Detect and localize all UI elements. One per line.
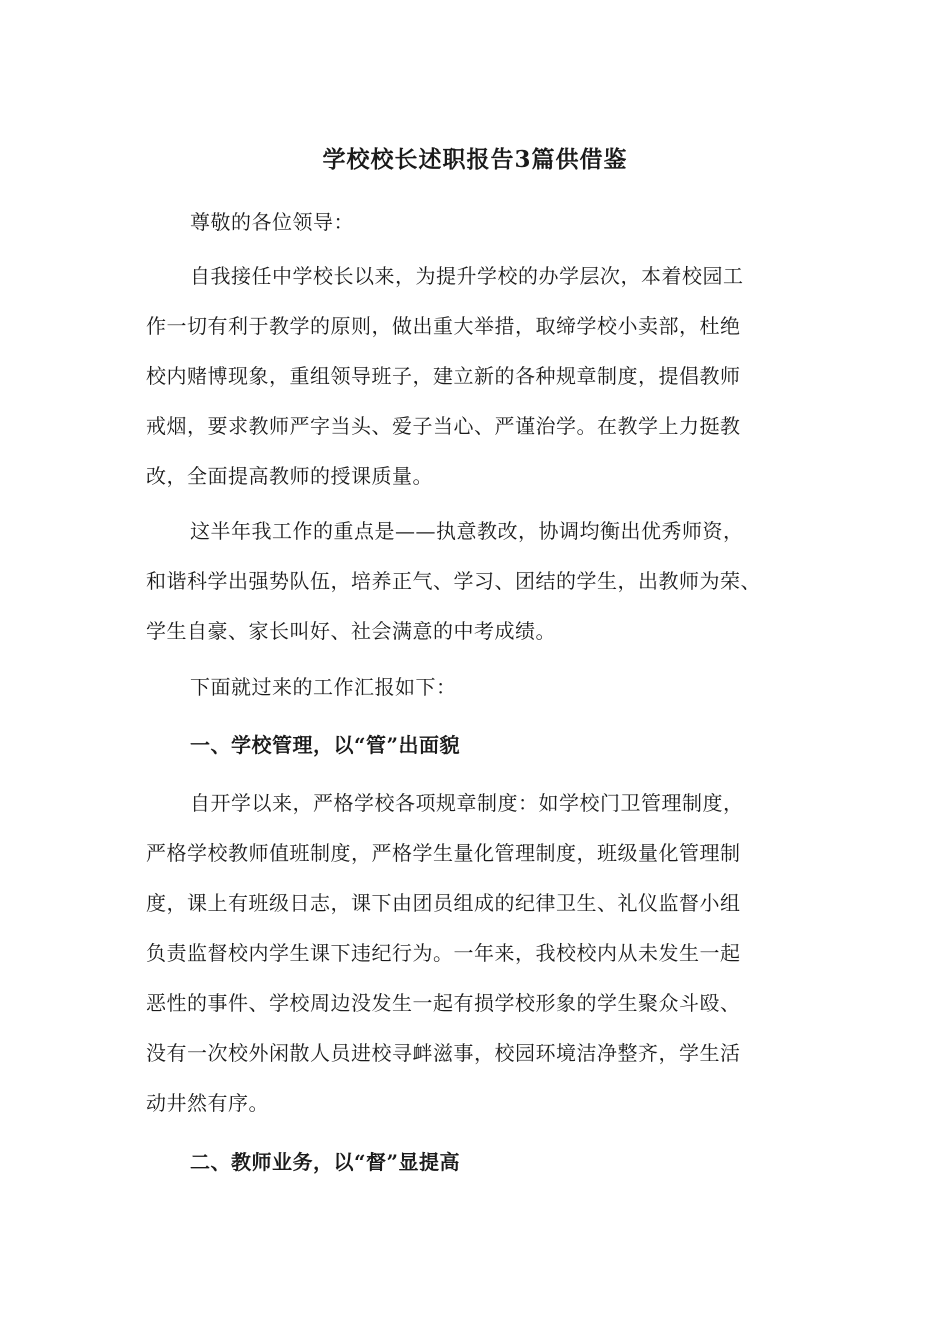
paragraph-3 (146, 662, 806, 712)
paragraph-line: 恶性的事件、学校周边没发生一起有损学校形象的学生聚众斗殴、 (146, 991, 741, 1015)
salutation (146, 197, 806, 247)
paragraph-line: 自我接任中学校长以来，为提升学校的办学层次，本着校园工 (190, 264, 744, 288)
paragraph-line: 作一切有利于教学的原则，做出重大举措，取缔学校小卖部，杜绝 (146, 314, 741, 338)
paragraph-line: 度，课上有班级日志，课下由团员组成的纪律卫生、礼仪监督小组 (146, 891, 741, 915)
salutation-line: 尊敬的各位领导： (190, 210, 354, 234)
paragraph-line: 和谐科学出强势队伍，培养正气、学习、团结的学生，出教师为荣、 (146, 569, 761, 593)
paragraph-line: 下面就过来的工作汇报如下： (190, 675, 457, 699)
section-heading: 二、教师业务，以“督”显提高 (190, 1150, 461, 1174)
paragraph-line: 这半年我工作的重点是——执意教改，协调均衡出优秀师资， (190, 519, 744, 543)
paragraph-line: 没有一次校外闲散人员进校寻衅滋事，校园环境洁净整齐，学生活 (146, 1041, 741, 1065)
paragraph-line: 负责监督校内学生课下违纪行为。一年来，我校校内从未发生一起 (146, 941, 741, 965)
section-heading: 一、学校管理，以“管”出面貌 (190, 733, 461, 757)
paragraph-line: 自开学以来，严格学校各项规章制度：如学校门卫管理制度， (190, 791, 744, 815)
paragraph-line: 校内赌博现象，重组领导班子，建立新的各种规章制度，提倡教师 (146, 364, 741, 388)
paragraph-line: 学生自豪、家长叫好、社会满意的中考成绩。 (146, 619, 556, 643)
section-1-body (146, 778, 806, 1128)
paragraph-line: 动井然有序。 (146, 1091, 269, 1115)
section-1-heading (146, 720, 806, 770)
paragraph-line: 改，全面提高教师的授课质量。 (146, 464, 433, 488)
document-title: 学校校长述职报告3篇供借鉴 (322, 146, 628, 173)
paragraph-2 (146, 506, 806, 656)
paragraph-line: 戒烟，要求教师严字当头、爱子当心、严谨治学。在教学上力挺教 (146, 414, 741, 438)
paragraph-1 (146, 251, 806, 501)
paragraph-line: 严格学校教师值班制度，严格学生量化管理制度，班级量化管理制 (146, 841, 741, 865)
section-2-heading (146, 1137, 806, 1187)
